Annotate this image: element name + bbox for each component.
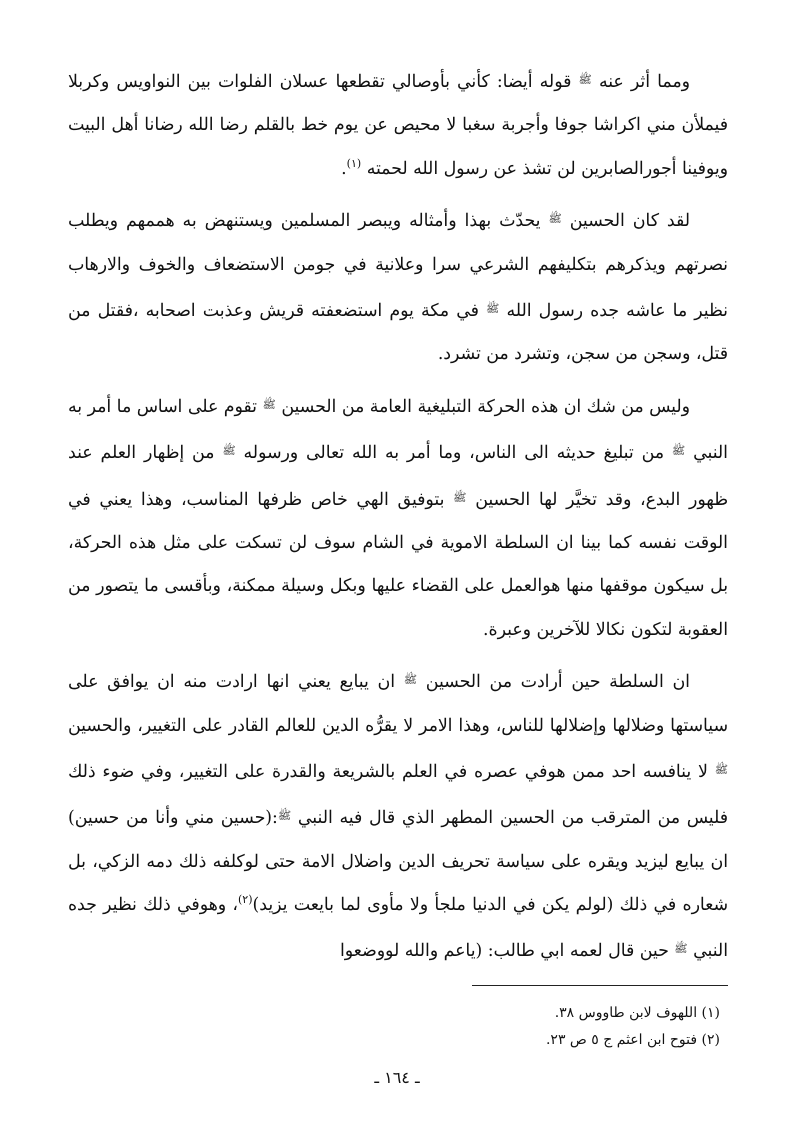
honorific-symbol: ﷺ: [714, 762, 728, 776]
footnote-2: (٢) فتوح ابن اعثم ج ٥ ص ٢٣.: [545, 1032, 720, 1048]
honorific-symbol: ﷺ: [671, 444, 686, 458]
paragraph-2: لقد كان الحسين $^ﷺ$ يحدّث بهذا وأمثاله ويبصر المسلمين ويستنهض به هممهم ويطلب نصرتهم ويذكرهم بتكليفهم الشرعي سرا وعلانية في جومن الاستضعاف والخوف والارهاب نظير ما عاشه جده رسول الله $^ﷺ$ في مكة يوم استضعفته قريش وعذبت اصحابه ،فقتل من قتل، وسجن من سجن، وتشرد من تشرد.: [68, 211, 728, 365]
paragraph-3: وليس من شك ان هذه الحركة التبليغية العامة من الحسين $^ﷺ$ تقوم على اساس ما أمر به النبي $^ﷺ$ من تبليغ حديثه الى الناس، وما أمر به الله تعالى ورسوله $^ﷺ$ من إظهار العلم عند ظهور البدع، وقد تخيَّر لها الحسين $^ﷺ$ بتوفيق الهي خاص ظرفها المناسب، وهذا يعني في الوقت نفسه كما بينا ان السلطة الاموية في الشام سوف لن تسكت على مثل هذه الحركة، بل سيكون موقفها منها هوالعمل على القضاء عليها وبكل وسيلة ممكنة، وبأقسى ما يتصور من العقوبة لتكون نكالا للآخرين وعبرة.: [68, 397, 729, 640]
honorific-symbol: ﷺ: [262, 398, 276, 412]
honorific-symbol: ﷺ: [222, 444, 236, 458]
honorific-symbol: ﷺ: [453, 490, 467, 504]
honorific-symbol: ﷺ: [277, 809, 292, 823]
honorific-symbol: ﷺ: [403, 673, 418, 687]
honorific-symbol: ﷺ: [548, 212, 562, 226]
honorific-symbol: ﷺ: [486, 301, 500, 315]
page-number: ـ ١٦٤ ـ: [374, 1068, 420, 1087]
honorific-symbol: ﷺ: [578, 73, 592, 86]
footnote-1: (١) اللهوف لابن طاووس ٣٨.: [554, 1005, 720, 1021]
paragraph-4: ان السلطة حين أرادت من الحسين $^ﷺ$ ان يبايع يعني انها ارادت منه ان يوافق على سياستها وضلالها وإضلالها للناس، وهذا الامر لا يقرُّه الدين للعالم القادر على التغيير، والحسين $^ﷺ$ لا ينافسه احد ممن هوفي عصره في العلم بالشريعة والقدرة على التغيير، وفي ضوء ذلك فليس من المترقب من الحسين المطهر الذي قال فيه النبي $^ﷺ$:(حسين مني وأنا من حسين) ان يبايع ليزيد ويقره على سياسة تحريف الدين واضلال الامة حتى لوكلفه ذلك دمه الزكي، بل شعاره في ذلك (لولم يكن في الدنيا ملجأ ولا مأوى لما بايعت يزيد)$^{(٢)}$، وهوفي ذلك نظير جده النبي $^ﷺ$ حين قال لعمه ابي طالب: (ياعم والله لووضعوا: [68, 672, 728, 962]
footnote-ref-2: (٢): [237, 892, 253, 906]
footnote-ref-1: (١): [346, 156, 362, 170]
honorific-symbol: ﷺ: [674, 942, 688, 956]
body-text: [68, 58, 728, 980]
footnote-divider: [472, 985, 728, 986]
paragraph-1: ومما أثر عنه $^ﷺ$ قوله أيضا: كأني بأوصالي تقطعها عسلان الفلوات بين النواويس وكربلا فيملأن مني اكراشا جوفا وأجربة سغبا لا محيص عن يوم خط بالقلم رضا الله رضانا أهل البيت ويوفينا أجورالصابرين لن تشذ عن رسول الله لحمته $^{(١)}$.: [68, 72, 728, 179]
footnotes: [68, 1000, 728, 1054]
